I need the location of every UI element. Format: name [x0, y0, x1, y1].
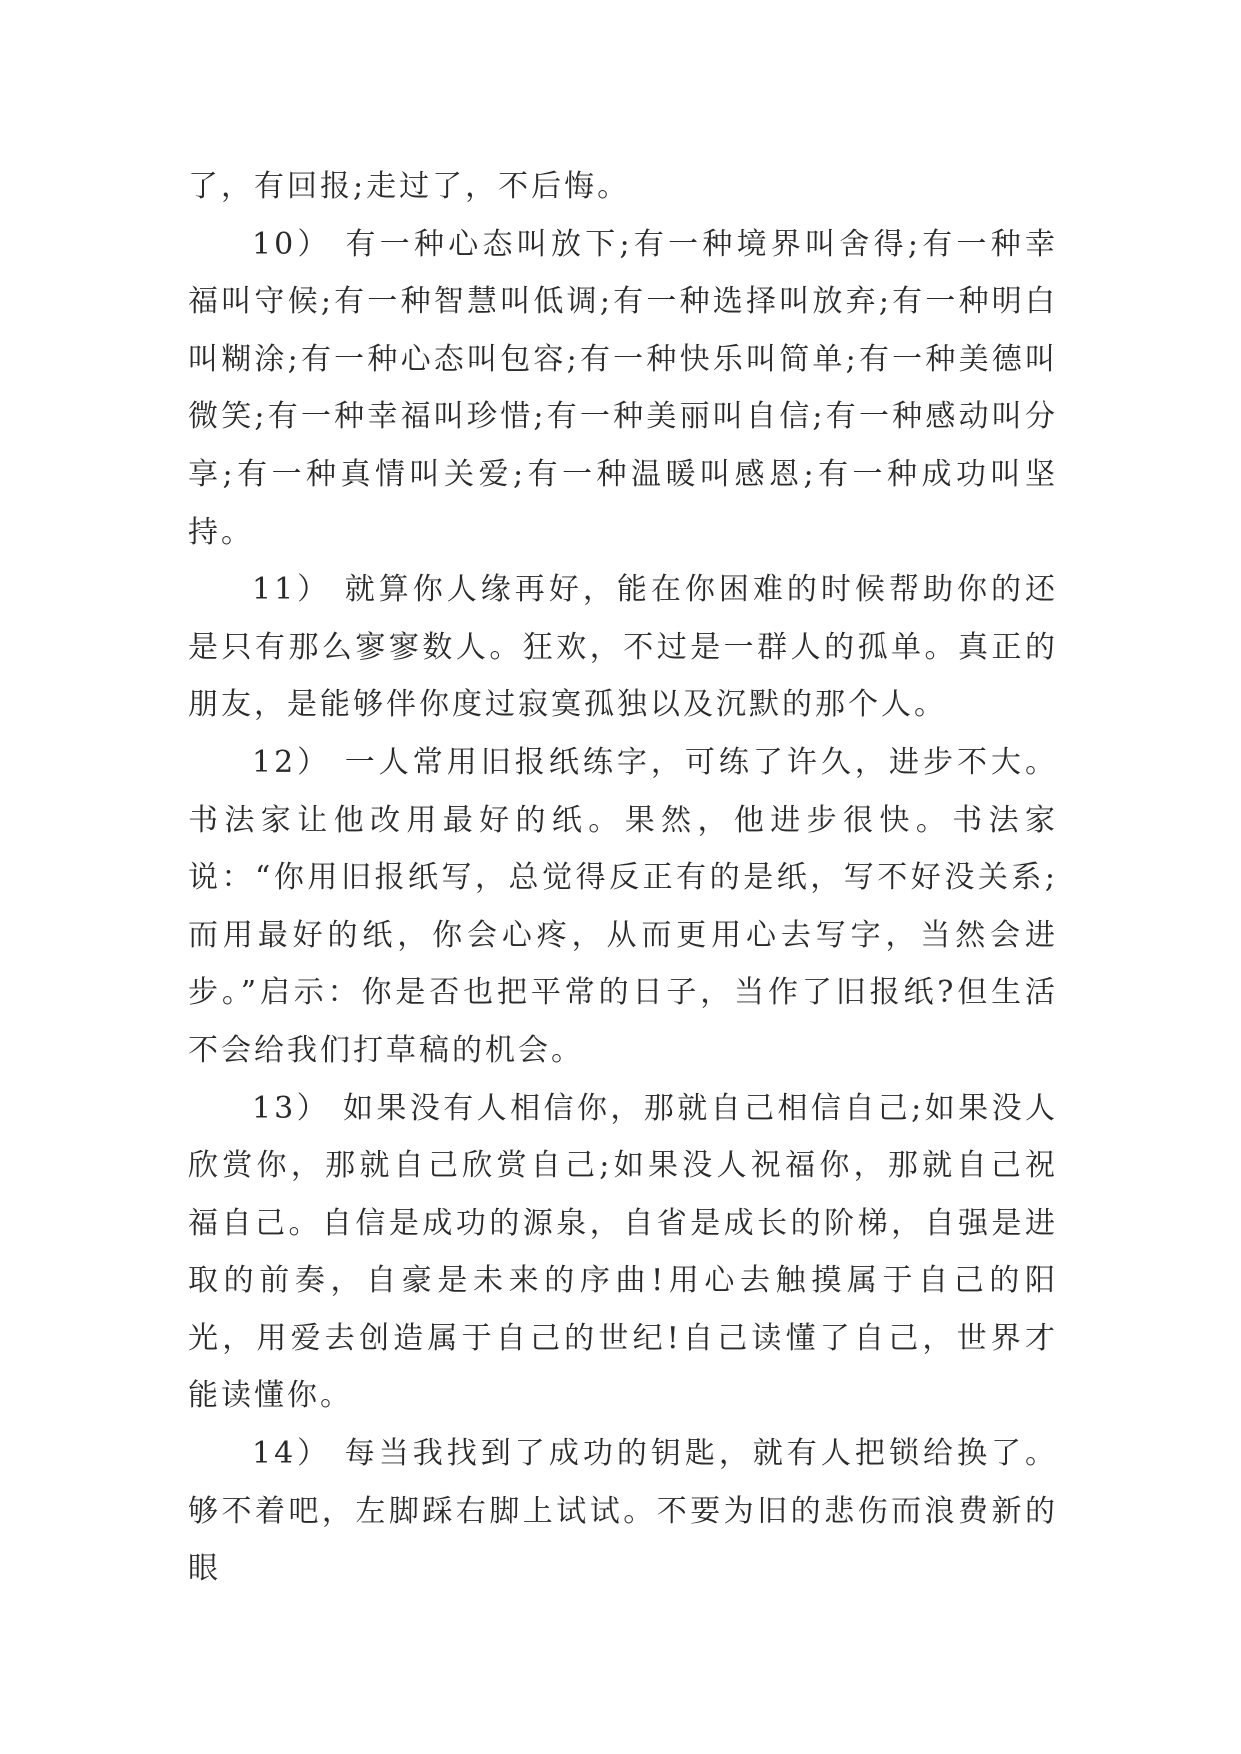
paragraph-14: 14） 每当我找到了成功的钥匙，就有人把锁给换了。够不着吧，左脚踩右脚上试试。不要为旧的悲伤而浪费新的眼 — [188, 1436, 1058, 1587]
paragraph-10: 10） 有一种心态叫放下;有一种境界叫舍得;有一种幸福叫守候;有一种智慧叫低调;有一种选择叫放弃;有一种明白叫糊涂;有一种心态叫包容;有一种快乐叫简单;有一种美德叫微笑;有一种幸福叫珍惜;有一种美丽叫自信;有一种感动叫分享;有一种真情叫关爱;有一种温暖叫感恩;有一种成功叫坚持。 — [188, 226, 1058, 550]
paragraph-12: 12） 一人常用旧报纸练字，可练了许久，进步不大。书法家让他改用最好的纸。果然，他进步很快。书法家说：“你用旧报纸写，总觉得反正有的是纸，写不好没关系;而用最好的纸，你会心疼，从而更用心去写字，当然会进步。”启示：你是否也把平常的日子，当作了旧报纸?但生活不会给我们打草稿的机会。 — [188, 744, 1058, 1068]
paragraph-11: 11） 就算你人缘再好，能在你困难的时候帮助你的还是只有那么寥寥数人。狂欢，不过是一群人的孤单。真正的朋友，是能够伴你度过寂寞孤独以及沉默的那个人。 — [188, 572, 1058, 723]
body-text — [188, 158, 1058, 1598]
paragraph-continuation: 了，有回报;走过了，不后悔。 — [188, 169, 631, 204]
paragraph-13: 13） 如果没有人相信你，那就自己相信自己;如果没人欣赏你，那就自己欣赏自己;如果没人祝福你，那就自己祝福自己。自信是成功的源泉，自省是成长的阶梯，自强是进取的前奏，自豪是未来的序曲!用心去触摸属于自己的阳光，用爱去创造属于自己的世纪!自己读懂了自己，世界才能读懂你。 — [188, 1090, 1058, 1414]
